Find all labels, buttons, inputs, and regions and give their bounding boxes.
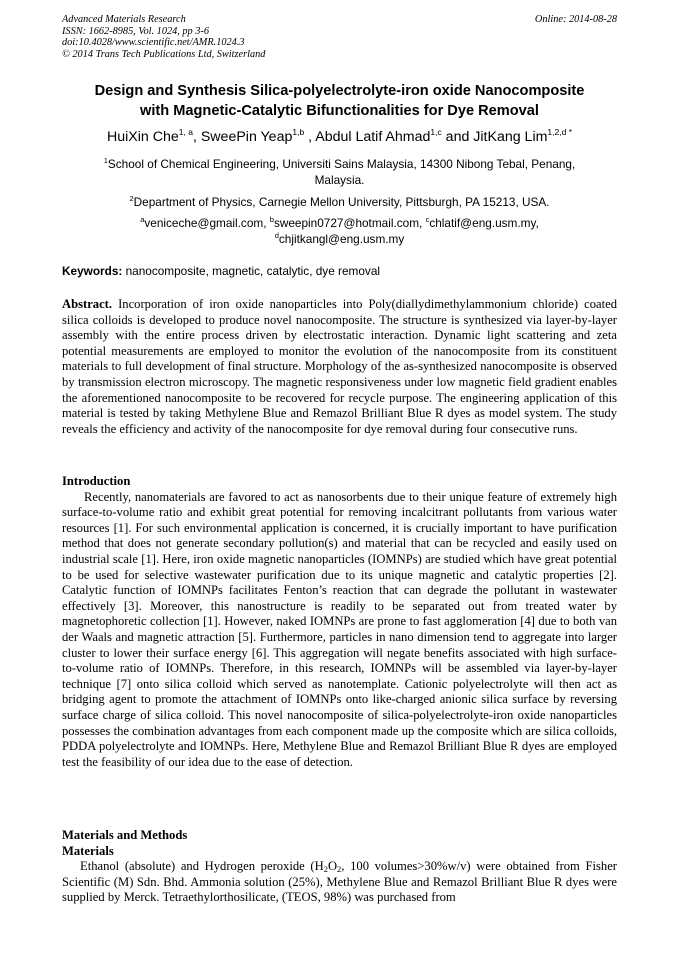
materials-text-part: , 100 volumes>30%w/v) were obtained from Fisher Scientific (M) Sdn. Bhd. Ammonia solution (25%), Methylene Blue and Remazol Brilliant Blue R dyes were supplied by Merck. Tetraethylorthosilicate, (TEOS, 98%) was purchased from bbox=[62, 859, 617, 905]
author-name: Abdul Latif Ahmad bbox=[315, 129, 431, 145]
author-separator: , bbox=[304, 129, 316, 145]
email-marker: d bbox=[274, 231, 279, 240]
methods-heading: Materials and Methods bbox=[62, 828, 188, 842]
materials-text-part: O bbox=[327, 859, 338, 874]
journal-header bbox=[62, 14, 617, 60]
author-superscript: 1,b bbox=[292, 127, 305, 137]
email-marker: b bbox=[269, 215, 274, 224]
affiliation-text: Department of Physics, Carnegie Mellon University, Pittsburgh, PA 15213, USA. bbox=[133, 195, 550, 209]
affiliation-text: School of Chemical Engineering, Universiti Sains Malaysia, 14300 Nibong Tebal, Penang, Malaysia. bbox=[107, 157, 576, 187]
abstract bbox=[62, 297, 617, 437]
keywords bbox=[62, 264, 617, 279]
title-line-2: with Magnetic-Catalytic Bifunctionalities for Dye Removal bbox=[140, 102, 539, 119]
email-marker: a bbox=[140, 215, 145, 224]
keywords-text: nanocomposite, magnetic, catalytic, dye removal bbox=[122, 264, 381, 278]
journal-name: Advanced Materials Research bbox=[62, 14, 186, 25]
author-name: JitKang Lim bbox=[473, 129, 548, 145]
author-superscript: 1, a bbox=[178, 127, 193, 137]
copyright-line: © 2014 Trans Tech Publications Ltd, Switzerland bbox=[62, 48, 266, 60]
abstract-text: Incorporation of iron oxide nanoparticles into Poly(diallydimethylammonium chloride) coated silica colloids is developed to produce novel nanocomposite. The structure is synthesized via layer-by-layer assembly with the entire process driven by electrostatic interaction. Dynamic light scattering and zeta potential measurements are employed to monitor the evolution of the nanocomposite from its constituent materials to full development of final structure. Morphology of the as-synthesized nanocomposite is observed by transmission electron microscopy. The magnetic responsiveness under low magnetic field gradient enables the aforementioned nanocomposite to be recovered for recycle purpose. The engineering application of this material is tested by taking Methylene Blue and Remazol Brilliant Blue R dyes as model system. The study reveals the efficiency and activity of the nanocomposite for dye removal during four consecutive runs. bbox=[62, 297, 617, 436]
author-list bbox=[62, 128, 617, 146]
materials-subheading: Materials bbox=[62, 843, 114, 858]
author-name: SweePin Yeap bbox=[200, 129, 293, 145]
materials-text-part: Ethanol (absolute) and Hydrogen peroxide (H bbox=[80, 859, 324, 874]
affiliation-marker: 2 bbox=[129, 194, 134, 203]
email-address: chlatif@eng.usm.my, bbox=[429, 216, 539, 230]
email-address: sweepin0727@hotmail.com, bbox=[273, 216, 426, 230]
doi-line: doi:10.4028/www.scientific.net/AMR.1024.3 bbox=[62, 37, 245, 49]
email-address: veniceche@gmail.com, bbox=[144, 216, 270, 230]
author-name: HuiXin Che bbox=[107, 129, 179, 145]
email-address: chjitkangl@eng.usm.my bbox=[278, 232, 405, 246]
paper-title bbox=[62, 82, 617, 121]
introduction-section bbox=[62, 474, 617, 770]
keywords-label: Keywords: bbox=[62, 264, 123, 278]
email-line-2 bbox=[62, 231, 617, 247]
introduction-text: Recently, nanomaterials are favored to act as nanosorbents due to their unique feature of extremely high surface-to-volume ratio and exhibit great potential for removing incalcitrant pollutants from various water resources [1]. For such environmental application is concerned, it is crucially important to have purification method that does not generate secondary pollution(s) and material that can be recycled and easily used on industrial scale [1]. Here, iron oxide magnetic nanoparticles (IOMNPs) are studied which have great potential to be used for selective wastewater purification due to its unique magnetic and catalytic properties [2]. Catalytic function of IOMNPs facilitates Fenton’s reaction that can degrade the pollutant in wastewater effectively [3]. Moreover, this nanostructure is readily to be separated out from treated water by magnetophoretic collection [1]. However, naked IOMNPs are prone to fast agglomeration [4] due to both van der Waals and magnetic attraction [5]. Furthermore, particles in nano dimension tend to aggregate into larger cluster to lower their surface energy [6]. This aggregation will negate benefits associated with high surface-to-volume ratio of IOMNPs. Therefore, in this research, IOMNPs will be assembled via layer-by-layer technique [7] onto silica colloid which served as nanotemplate. Cationic polyelectrolyte will then act as bridging agent to promote the attachment of IOMNPs onto like-charged anionic silica surface by reversing surface charge of silica colloid. This novel nanocomposite of silica-polyelectrolyte-iron oxide nanoparticles possesses the combination advantages from each component made up the composite which are silica colloids, PDDA polyelectrolyte and IOMNPs. Here, Methylene Blue and Remazol Brilliant Blue R dyes are employed test the feasibility of our idea due to the ease of detection. bbox=[62, 489, 617, 769]
online-date: Online: 2014-08-28 bbox=[534, 14, 617, 25]
methods-section bbox=[62, 828, 617, 906]
email-marker: c bbox=[425, 215, 430, 224]
affiliation-marker: 1 bbox=[103, 156, 108, 165]
materials-text bbox=[62, 859, 617, 906]
introduction-heading: Introduction bbox=[62, 474, 131, 488]
author-separator: and bbox=[441, 129, 474, 145]
subscript: 2 bbox=[323, 864, 328, 875]
author-superscript: 1,c bbox=[430, 127, 442, 137]
email-list bbox=[62, 215, 617, 247]
issn-line: ISSN: 1662-8985, Vol. 1024, pp 3-6 bbox=[62, 25, 210, 37]
affiliation-1 bbox=[62, 156, 617, 188]
subscript: 2 bbox=[337, 864, 342, 875]
title-line-1: Design and Synthesis Silica-polyelectrolyte-iron oxide Nanocomposite bbox=[94, 83, 585, 99]
author-separator: , bbox=[192, 129, 201, 145]
author-superscript: 1,2,d * bbox=[547, 127, 572, 137]
email-line-1 bbox=[62, 215, 617, 231]
affiliation-2 bbox=[62, 194, 617, 210]
abstract-label: Abstract. bbox=[62, 297, 113, 311]
